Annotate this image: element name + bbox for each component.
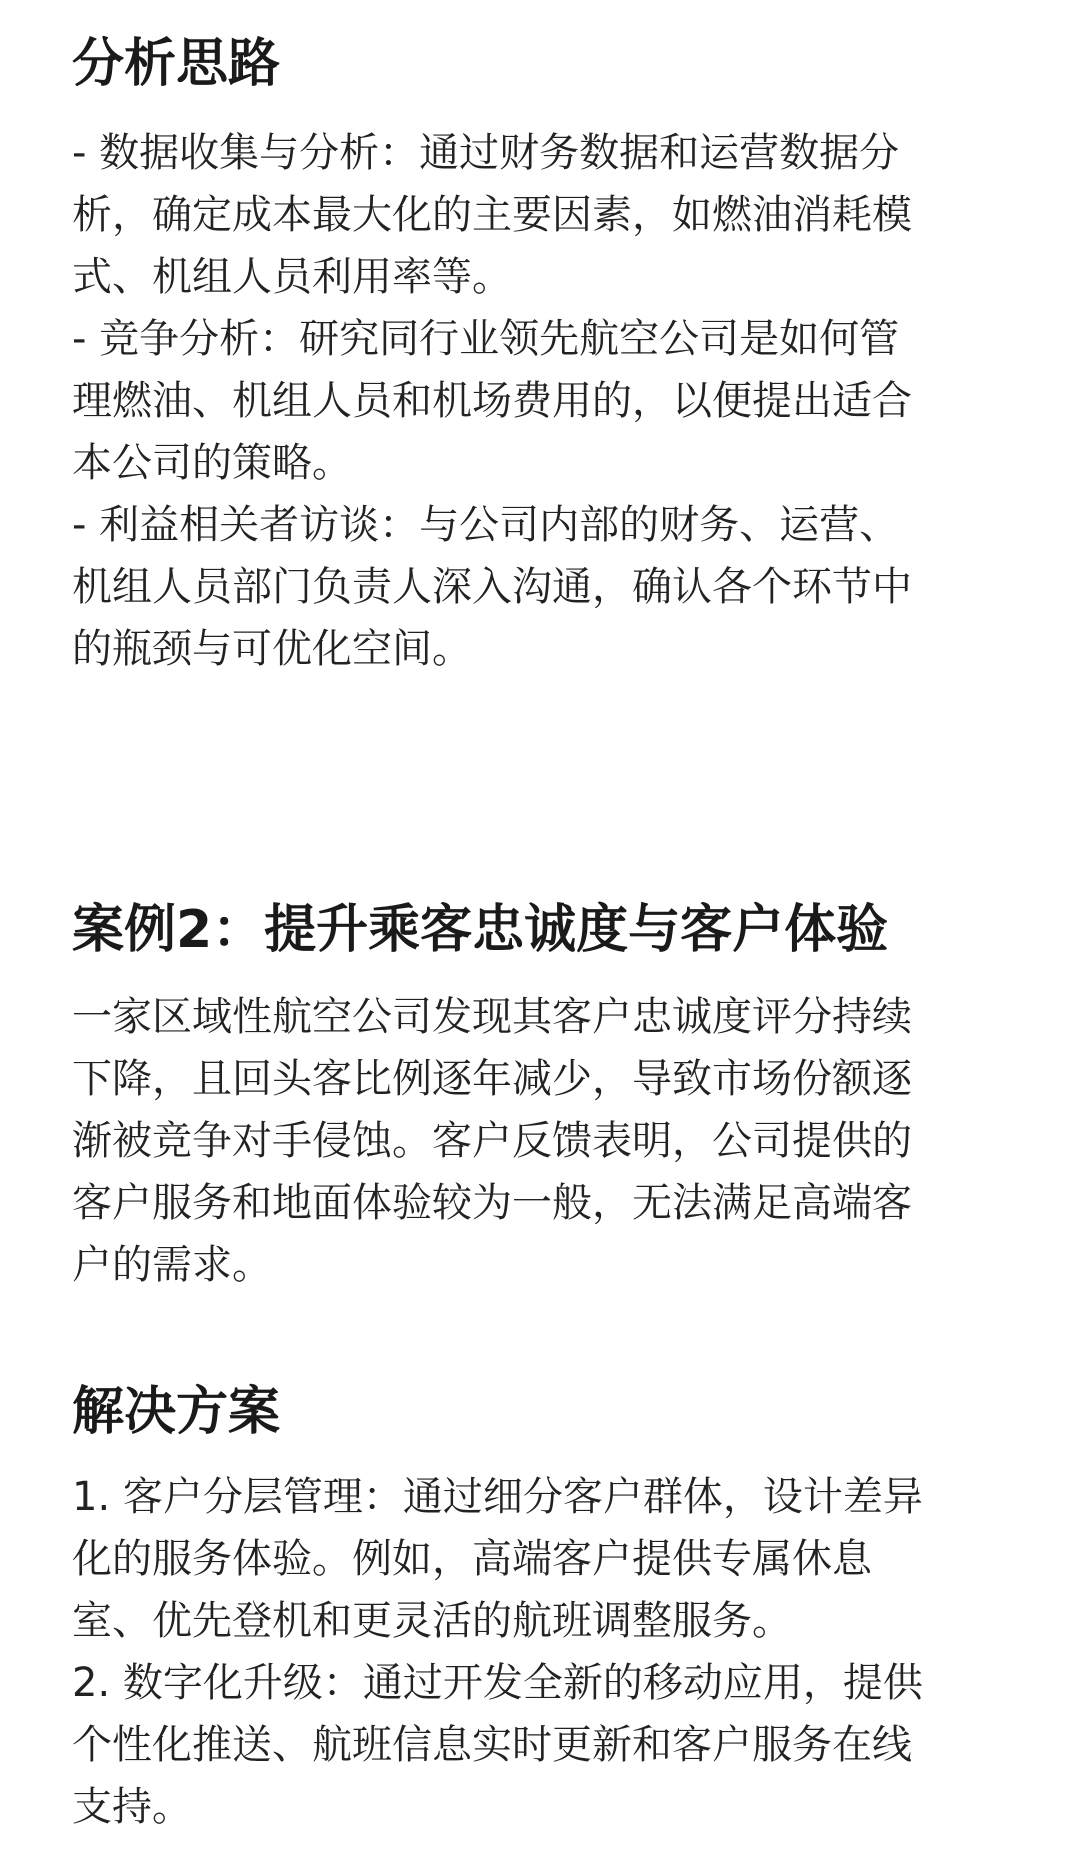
text-line: - 数据收集与分析：通过财务数据和运营数据分 [72,130,900,176]
section-body-solution [72,1466,1012,1838]
text-line: 析，确定成本最大化的主要因素，如燃油消耗模 [72,192,912,238]
text-line: 户的需求。 [72,1242,272,1288]
text-line: 的瓶颈与可优化空间。 [72,626,472,672]
text-line: 室、优先登机和更灵活的航班调整服务。 [72,1598,792,1644]
text-line: 2. 数字化升级：通过开发全新的移动应用，提供 [72,1660,923,1706]
text-line: 下降，且回头客比例逐年减少，导致市场份额逐 [72,1056,912,1102]
text-line: - 利益相关者访谈：与公司内部的财务、运营、 [72,502,900,548]
text-line: 一家区域性航空公司发现其客户忠诚度评分持续 [72,994,912,1040]
text-line: 渐被竞争对手侵蚀。客户反馈表明，公司提供的 [72,1118,912,1164]
text-line: 理燃油、机组人员和机场费用的，以便提出适合 [72,378,912,424]
section-body-analysis-approach [72,122,1012,680]
text-line: 1. 客户分层管理：通过细分客户群体，设计差异 [72,1474,923,1520]
text-line: 式、机组人员利用率等。 [72,254,512,300]
section-heading-case-2: 案例2：提升乘客忠诚度与客户体验 [72,900,889,960]
text-line: 客户服务和地面体验较为一般，无法满足高端客 [72,1180,912,1226]
text-line: 本公司的策略。 [72,440,352,486]
section-heading-solution: 解决方案 [72,1382,281,1442]
text-line: 支持。 [72,1784,192,1830]
text-line: 个性化推送、航班信息实时更新和客户服务在线 [72,1722,912,1768]
section-heading-analysis-approach: 分析思路 [72,34,281,94]
text-line: - 竞争分析：研究同行业领先航空公司是如何管 [72,316,900,362]
text-line: 化的服务体验。例如，高端客户提供专属休息 [72,1536,872,1582]
text-line: 机组人员部门负责人深入沟通，确认各个环节中 [72,564,912,610]
section-body-case-2 [72,986,1012,1296]
